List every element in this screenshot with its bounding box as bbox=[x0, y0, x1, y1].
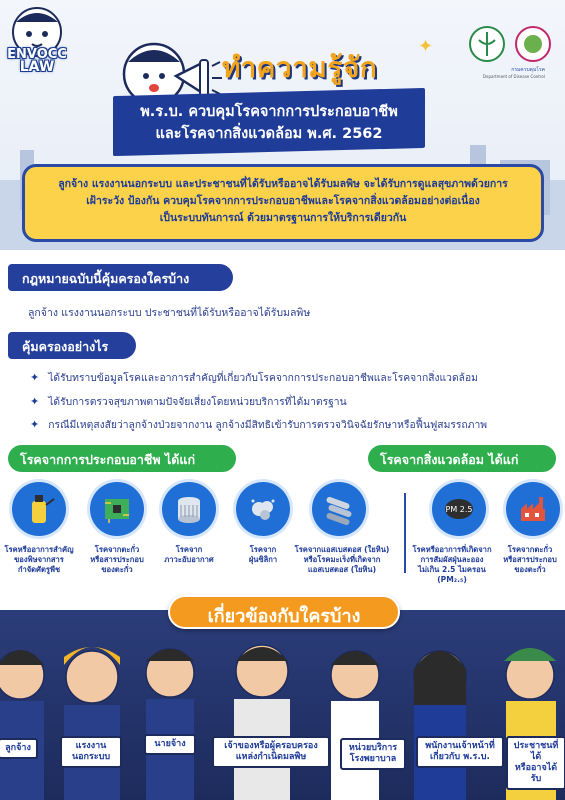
bullet-text: ได้รับทราบข้อมูลโรคและอาการสำคัญที่เกี่ยวกับโรคจากการประกอบอาชีพและโรคจากสิ่งแวดล้อม bbox=[48, 372, 478, 384]
subtitle-line2: และโรคจากสิ่งแวดล้อม พ.ศ. 2562 bbox=[155, 126, 383, 142]
caption-line: แอสเบสตอส (ใยหิน) bbox=[307, 565, 377, 574]
section-heading-who-protected: กฎหมายฉบับนี้คุ้มครองใครบ้าง bbox=[8, 264, 233, 291]
sign-officer bbox=[416, 736, 504, 768]
mascot-label bbox=[2, 48, 72, 74]
subtitle-line1: พ.ร.บ. ควบคุมโรคจากการประกอบอาชีพ bbox=[140, 104, 398, 120]
caption-line: ของตะกั่ว bbox=[101, 565, 133, 574]
heading-related-parties: เกี่ยวข้องกับใครบ้าง bbox=[168, 595, 400, 629]
caption-line: หรือสารประกอบ bbox=[90, 555, 144, 564]
environmental-caption bbox=[496, 545, 564, 575]
sign-pollution-owner bbox=[212, 736, 330, 768]
sign-public bbox=[506, 736, 565, 790]
sparkle-icon: ✦ bbox=[418, 36, 434, 57]
intro-box bbox=[22, 164, 544, 242]
sign-informal-worker bbox=[60, 736, 122, 768]
caption-line: การสัมผัสฝุ่นละออง bbox=[420, 555, 484, 564]
ministry-logos-icon bbox=[467, 24, 559, 64]
sign-line: เกี่ยวกับ พ.ร.บ. bbox=[430, 752, 490, 762]
bullet-text: กรณีมีเหตุสงสัยว่าลูกจ้างป่วยจากงาน ลูกจ้างมีสิทธิเข้ารับการตรวจวินิจฉัยรักษาหรือฟื้นฟูสมรรถภาพ bbox=[48, 419, 488, 431]
sign-hospital bbox=[340, 738, 406, 770]
caption-line: หรือสารประกอบ bbox=[503, 555, 557, 564]
people-illustration bbox=[0, 635, 565, 800]
occupational-caption bbox=[0, 545, 78, 575]
occupational-caption bbox=[286, 545, 398, 575]
environmental-caption bbox=[410, 545, 494, 585]
column-divider bbox=[404, 493, 406, 573]
caption-line: ฝุ่นซิลิกา bbox=[248, 555, 278, 564]
sign-line: โรงพยาบาล bbox=[349, 754, 397, 764]
caption-line: โรคหรืออาการที่เกิดจาก bbox=[412, 545, 492, 554]
mascot-label-line1: ENVOCC bbox=[7, 47, 67, 62]
logo-caption bbox=[483, 66, 545, 79]
intro-line2: เฝ้าระวัง ป้องกัน ควบคุมโรคจากการประกอบอาชีพและโรคจากสิ่งแวดล้อมอย่างต่อเนื่อง bbox=[86, 195, 480, 207]
sign-line: หน่วยบริการ bbox=[348, 743, 398, 753]
intro-line1: ลูกจ้าง แรงงานนอกระบบ และประชาชนที่ได้รับหรืออาจได้รับมลพิษ จะได้รับการดูแลสุขภาพด้วยการ bbox=[58, 178, 508, 190]
heading-environmental-diseases: โรคจากสิ่งแวดล้อม ได้แก่ bbox=[368, 445, 556, 472]
page-title: ทำความรู้จัก bbox=[222, 51, 378, 84]
sign-employee bbox=[0, 738, 38, 759]
star-bullet-icon: ✦ bbox=[30, 371, 40, 384]
mascot-label-line2: LAW bbox=[19, 59, 55, 75]
svg-text:PM 2.5: PM 2.5 bbox=[445, 505, 473, 514]
pesticide-sprayer-icon bbox=[12, 482, 66, 536]
heading-occupational-diseases: โรคจากการประกอบอาชีพ ได้แก่ bbox=[8, 445, 236, 472]
occupational-caption bbox=[156, 545, 222, 565]
bullet-item bbox=[30, 369, 478, 386]
sign-line: เจ้าของหรือผู้ครอบครอง bbox=[224, 741, 318, 751]
caption-line: โรคจาก bbox=[249, 545, 277, 554]
sign-line: ลูกจ้าง bbox=[5, 743, 31, 753]
circuit-board-icon bbox=[90, 482, 144, 536]
star-bullet-icon: ✦ bbox=[30, 418, 40, 431]
sign-line: แหล่งกำเนิดมลพิษ bbox=[235, 752, 307, 762]
caption-line: ภาวะอับอากาศ bbox=[164, 555, 214, 564]
pm25-cloud-icon bbox=[432, 482, 486, 536]
sign-line: นอกระบบ bbox=[71, 752, 111, 762]
occupational-caption bbox=[80, 545, 154, 575]
section-text-who-protected: ลูกจ้าง แรงงานนอกระบบ ประชาชนที่ได้รับหรืออาจได้รับมลพิษ bbox=[28, 307, 311, 319]
caption-line: ของพิษจากสาร bbox=[14, 555, 64, 564]
sign-line: หรืออาจได้รับ bbox=[514, 763, 558, 784]
bullet-item bbox=[30, 416, 487, 433]
caption-line: กำจัดศัตรูพืช bbox=[17, 565, 61, 574]
caption-line: โรคจากตะกั่ว bbox=[507, 545, 553, 554]
sign-line: นายจ้าง bbox=[154, 739, 186, 749]
section-heading-how-protected: คุ้มครองอย่างไร bbox=[8, 332, 136, 359]
sign-line: แรงงาน bbox=[75, 741, 107, 751]
caption-line: โรคหรืออาการสำคัญ bbox=[4, 545, 74, 554]
caption-line: โรคจาก bbox=[175, 545, 203, 554]
logo-caption-english: Department of Disease Control bbox=[482, 74, 545, 79]
star-bullet-icon: ✦ bbox=[30, 395, 40, 408]
sign-line: ประชาชนที่ได้ bbox=[513, 741, 559, 762]
sign-employer bbox=[144, 734, 196, 755]
asbestos-pipes-icon bbox=[312, 482, 366, 536]
caption-line: หรือโรคมะเร็งที่เกิดจาก bbox=[303, 555, 381, 564]
caption-line: (PM₂.₅) bbox=[437, 575, 467, 584]
caption-line: ของตะกั่ว bbox=[514, 565, 546, 574]
caption-line: ไม่เกิน 2.5 ไมครอน bbox=[418, 565, 486, 574]
pressure-chamber-icon bbox=[162, 482, 216, 536]
caption-line: โรคจากแอสเบสตอส (ใยหิน) bbox=[294, 545, 390, 554]
sign-line: พนักงานเจ้าหน้าที่ bbox=[425, 741, 495, 751]
logo-caption-thai: กรมควบคุมโรค bbox=[511, 67, 545, 73]
caption-line: โรคจากตะกั่ว bbox=[94, 545, 140, 554]
factory-lead-icon bbox=[506, 482, 560, 536]
bullet-item bbox=[30, 393, 347, 410]
intro-line3: เป็นระบบทันการณ์ ด้วยมาตรฐานการให้บริการเดียวกัน bbox=[159, 212, 407, 224]
bullet-text: ได้รับการตรวจสุขภาพตามปัจจัยเสี่ยงโดยหน่วยบริการที่ได้มาตรฐาน bbox=[48, 396, 347, 408]
silica-dust-icon bbox=[236, 482, 290, 536]
